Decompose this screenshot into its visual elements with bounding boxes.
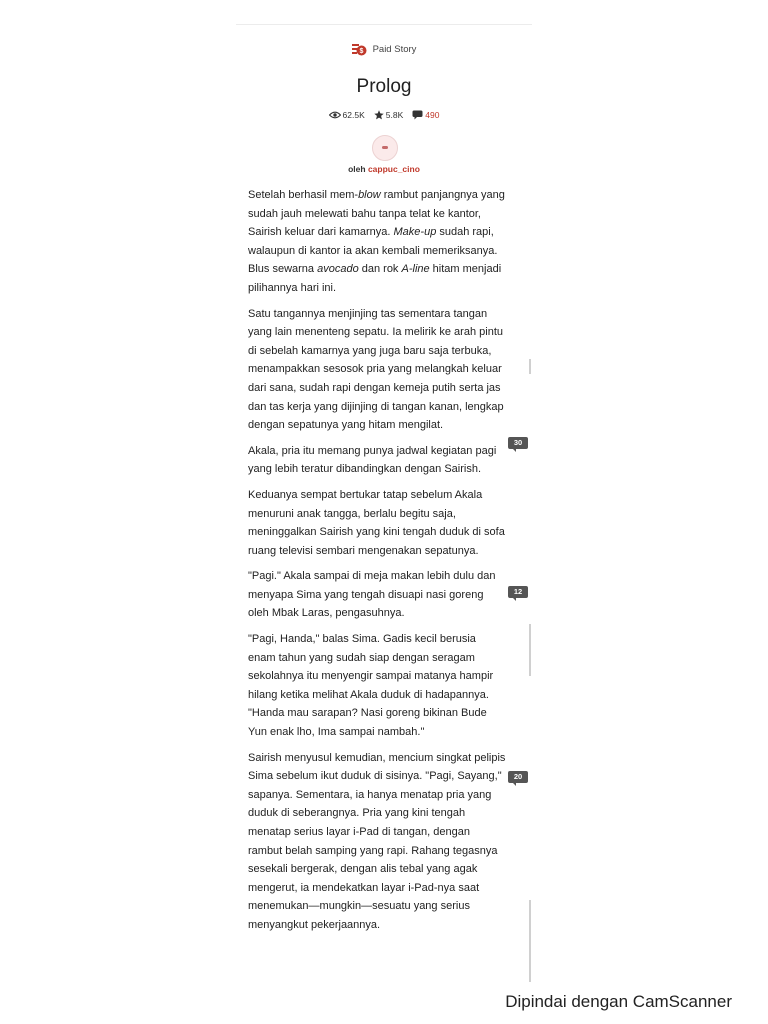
votes-count: 5.8K	[385, 110, 404, 120]
inline-comment-count: 30	[508, 437, 528, 449]
story-stats	[236, 110, 532, 120]
comment-icon	[412, 110, 423, 120]
italic-run: blow	[358, 189, 381, 201]
star-icon	[374, 110, 384, 120]
reads-stat	[329, 110, 365, 120]
votes-stat	[374, 110, 404, 120]
author-byline	[236, 164, 532, 174]
text-run: hitam menjadi pilihannya hari ini.	[248, 263, 502, 294]
scroll-marker	[529, 624, 531, 676]
text-run: Satu tangannya menjinjing tas sementara tangan yang lain menenteng sepatu. Ia melirik ke arah pintu di sebelah kamarnya yang juga baru saja terbuka, menampakkan sesosok pria yang melangkah keluar dari sana, sudah rapi dengan kemeja putih serta jas dan tas kerja yang dijinjing di tangan kanan, lengkap dengan sepatunya yang hitam mengilat.	[248, 307, 504, 432]
top-divider	[236, 24, 532, 25]
story-page	[236, 0, 532, 1024]
paid-story-text: Paid Story	[372, 44, 417, 55]
eye-icon	[329, 111, 341, 119]
text-run: Sairish menyusul kemudian, mencium singkat pelipis Sima sebelum ikut duduk di sisinya. "Pagi, Sayang," sapanya. Sementara, ia hanya menatap pria yang duduk di seberangnya. Pria yang kini tengah menatap serius layar i-Pad di tangan, dengan rambut belah samping yang rapi. Rahang tegasnya sesekali bergerak, dengan alis tebal yang agak mengerut, ia mendekatkan layar i-Pad-nya saat menemukan—mungkin—sesuatu yang serius menyangkut pekerjaannya.	[248, 751, 506, 931]
byline-prefix: oleh	[348, 164, 366, 174]
author-avatar[interactable]	[372, 135, 398, 161]
story-text	[248, 186, 506, 942]
author-name-link[interactable]: cappuc_cino	[367, 164, 420, 174]
inline-comment-button[interactable]	[508, 586, 528, 601]
comment-bubble-tail	[512, 448, 516, 452]
story-paragraph	[248, 749, 506, 935]
text-run: rambut panjangnya yang sudah jauh melewati bahu tanpa telat ke kantor, Sairish keluar dari kamarnya.	[248, 189, 505, 239]
paid-story-label	[236, 43, 532, 56]
avatar-image	[382, 146, 388, 149]
inline-comment-count: 20	[508, 771, 528, 783]
comments-stat	[412, 110, 439, 120]
camscanner-watermark: Dipindai dengan CamScanner	[505, 992, 732, 1011]
inline-comment-count: 12	[508, 586, 528, 598]
comment-bubble-tail	[512, 597, 516, 601]
italic-run: Make-up	[393, 226, 437, 239]
comments-count: 490	[425, 110, 440, 120]
text-run: "Pagi." Akala sampai di meja makan lebih dulu dan menyapa Sima yang tengah disuapi nasi goreng oleh Mbak Laras, pengasuhnya.	[248, 570, 496, 620]
story-paragraph	[248, 486, 506, 560]
text-run: Setelah berhasil mem-	[248, 189, 359, 201]
inline-comment-button[interactable]	[508, 771, 528, 786]
inline-comment-button[interactable]	[508, 437, 528, 452]
italic-run: avocado	[317, 263, 359, 276]
svg-text:$: $	[359, 48, 364, 55]
comment-bubble-tail	[512, 782, 516, 786]
text-run: sudah rapi, walaupun di kantor ia akan kembali memeriksanya. Blus sewarna	[248, 226, 498, 276]
scroll-marker	[529, 900, 531, 982]
story-paragraph	[248, 630, 506, 742]
paid-coin-icon	[352, 43, 367, 56]
text-run: Keduanya sempat bertukar tatap sebelum Akala menuruni anak tangga, berlalu begitu saja, meninggalkan Sairish yang kini tengah duduk di sofa ruang televisi sembari mengenakan sepatunya.	[248, 488, 505, 557]
italic-run: A-line	[401, 263, 430, 276]
text-run: dan rok	[358, 263, 402, 276]
story-paragraph	[248, 442, 506, 479]
story-paragraph	[248, 305, 506, 435]
text-run: "Pagi, Handa," balas Sima. Gadis kecil berusia enam tahun yang sudah siap dengan seragam sekolahnya itu menyengir sampai matanya hampir hilang ketika melihat Akala duduk di hadapannya. "Handa mau sarapan? Nasi goreng bikinan Bude Yun enak lho, Ima sampai nambah."	[248, 633, 494, 739]
reads-count: 62.5K	[342, 110, 365, 120]
story-paragraph	[248, 567, 506, 623]
chapter-title: Prolog	[356, 76, 412, 97]
scroll-marker	[529, 359, 531, 374]
text-run: Akala, pria itu memang punya jadwal kegiatan pagi yang lebih teratur dibandingkan dengan Sairish.	[248, 444, 497, 476]
story-paragraph	[248, 186, 506, 298]
